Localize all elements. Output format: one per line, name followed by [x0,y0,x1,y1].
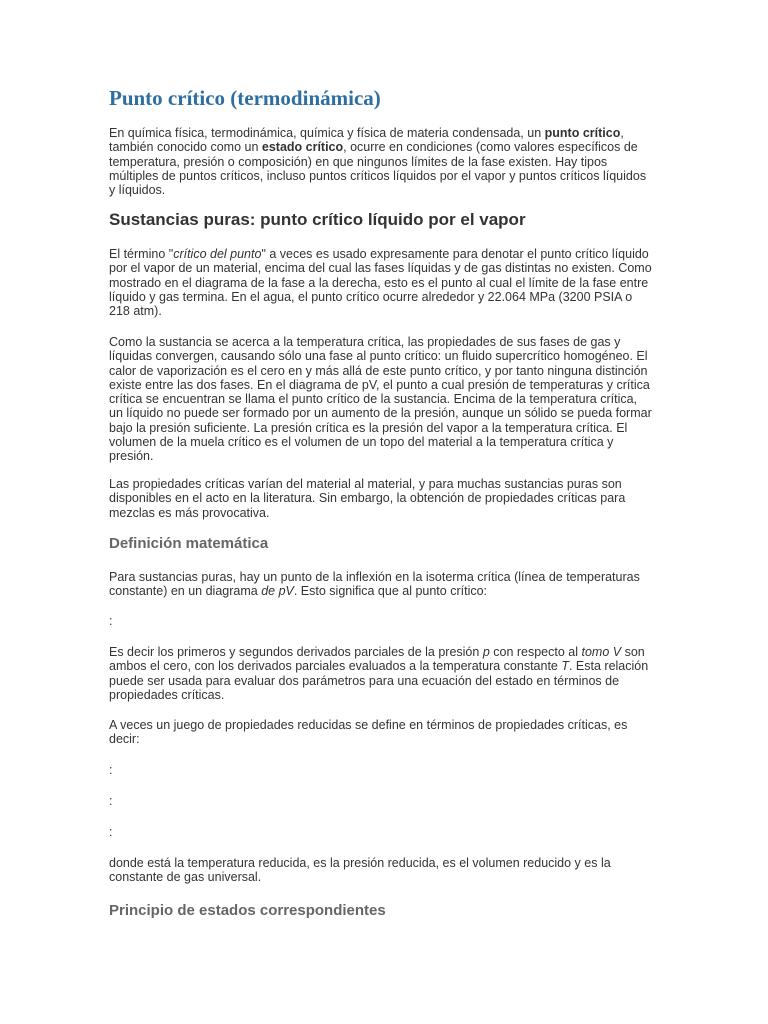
s2p1-text-2: . Esto significa que al punto crítico: [293,584,488,599]
equation-placeholder-2: : [109,763,113,777]
intro-paragraph [109,126,654,197]
s2p2-italic-t: T [561,659,569,674]
section-heading-principio-estados: Principio de estados correspondientes [109,902,386,919]
intro-term-estado-critico: estado crítico [261,140,344,155]
equation-placeholder-4: : [109,825,113,839]
section2-paragraph-1 [109,570,654,599]
s2p1-text-1: Para sustancias puras, hay un punto de la inflexión en la isoterma crítica (línea de temperaturas constante) en un diagrama [109,570,640,599]
intro-text-3: , ocurre en condiciones (como valores específicos de temperatura, presión o composición) en que ningunos límites de la fase existen. Hay tipos múltiples de puntos críticos, incluso puntos críticos líquidos por el vapor y puntos críticos líquidos y líquidos. [109,140,647,198]
s1p1-italic-term: crítico del punto [173,247,262,261]
intro-term-punto-critico: punto crítico [544,126,621,140]
s2p2-text-2: con respecto al [489,645,582,659]
s1p1-text-2: " a veces es usado expresamente para denotar el punto crítico líquido por el vapor de un material, encima del cual las fases líquidas y de gas distintas no existen. Como mostrado en el diagrama de la fase a la derecha, esto es el punto al cual el límite de la fase entre líquido y gas termina. En el agua, el punto crítico ocurre alrededor y 22.064 MPa (3200 PSIA o 218 atm). [109,247,652,319]
s2p2-text-4: . Esta relación puede ser usada para evaluar dos parámetros para una ecuación del estado en términos de propiedades críticas. [109,659,649,702]
section1-paragraph-2: Como la sustancia se acerca a la temperatura crítica, las propiedades de sus fases de gas y líquidas convergen, causando sólo una fase al punto crítico: un fluido supercrítico homogéneo. El calor de vaporización es el cero en y más allá de este punto crítico, y por tanto ninguna distinción existe entre las dos fases. En el diagrama de pV, el punto a cual presión de temperaturas y crítica crítica se encuentran se llama el punto crítico de la sustancia. Encima de la temperatura crítica, un líquido no puede ser formado por un aumento de la presión, aunque un sólido se pueda formar bajo la presión suficiente. La presión crítica es la presión del vapor a la temperatura crítica. El volumen de la muela crítico es el volumen de un topo del material a la temperatura crítica y presión. [109,335,652,464]
s1p1-text-1: El término " [109,247,174,261]
section2-paragraph-2 [109,645,654,702]
equation-placeholder-1: : [109,614,113,628]
section2-paragraph-4: donde está la temperatura reducida, es la presión reducida, es el volumen reducido y es la constante de gas universal. [109,856,611,885]
s2p1-italic-pv: de pV [261,584,294,599]
section-heading-sustancias-puras: Sustancias puras: punto crítico líquido por el vapor [109,210,526,229]
intro-text-1: En química física, termodinámica, química y física de materia condensada, un [109,126,545,140]
s2p2-italic-tomo-v: tomo V [581,645,622,659]
section-heading-definicion-matematica: Definición matemática [109,535,269,552]
equation-placeholder-3: : [109,794,113,808]
s2p2-text-3: son ambos el cero, con los derivados parciales evaluados a la temperatura constante [109,645,645,674]
s2p2-text-1: Es decir los primeros y segundos derivados parciales de la presión [109,645,483,659]
s2p2-italic-p: p [482,645,490,659]
section1-paragraph-3: Las propiedades críticas varían del material al material, y para muchas sustancias puras son disponibles en el acto en la literatura. Sin embargo, la obtención de propiedades críticas para mezclas es más provocativa. [109,477,626,520]
page-title: Punto crítico (termodinámica) [109,86,381,110]
section1-paragraph-1 [109,247,654,318]
intro-text-2: , también conocido como un [109,126,624,155]
section2-paragraph-3: A veces un juego de propiedades reducidas se define en términos de propiedades críticas, es decir: [109,718,628,747]
